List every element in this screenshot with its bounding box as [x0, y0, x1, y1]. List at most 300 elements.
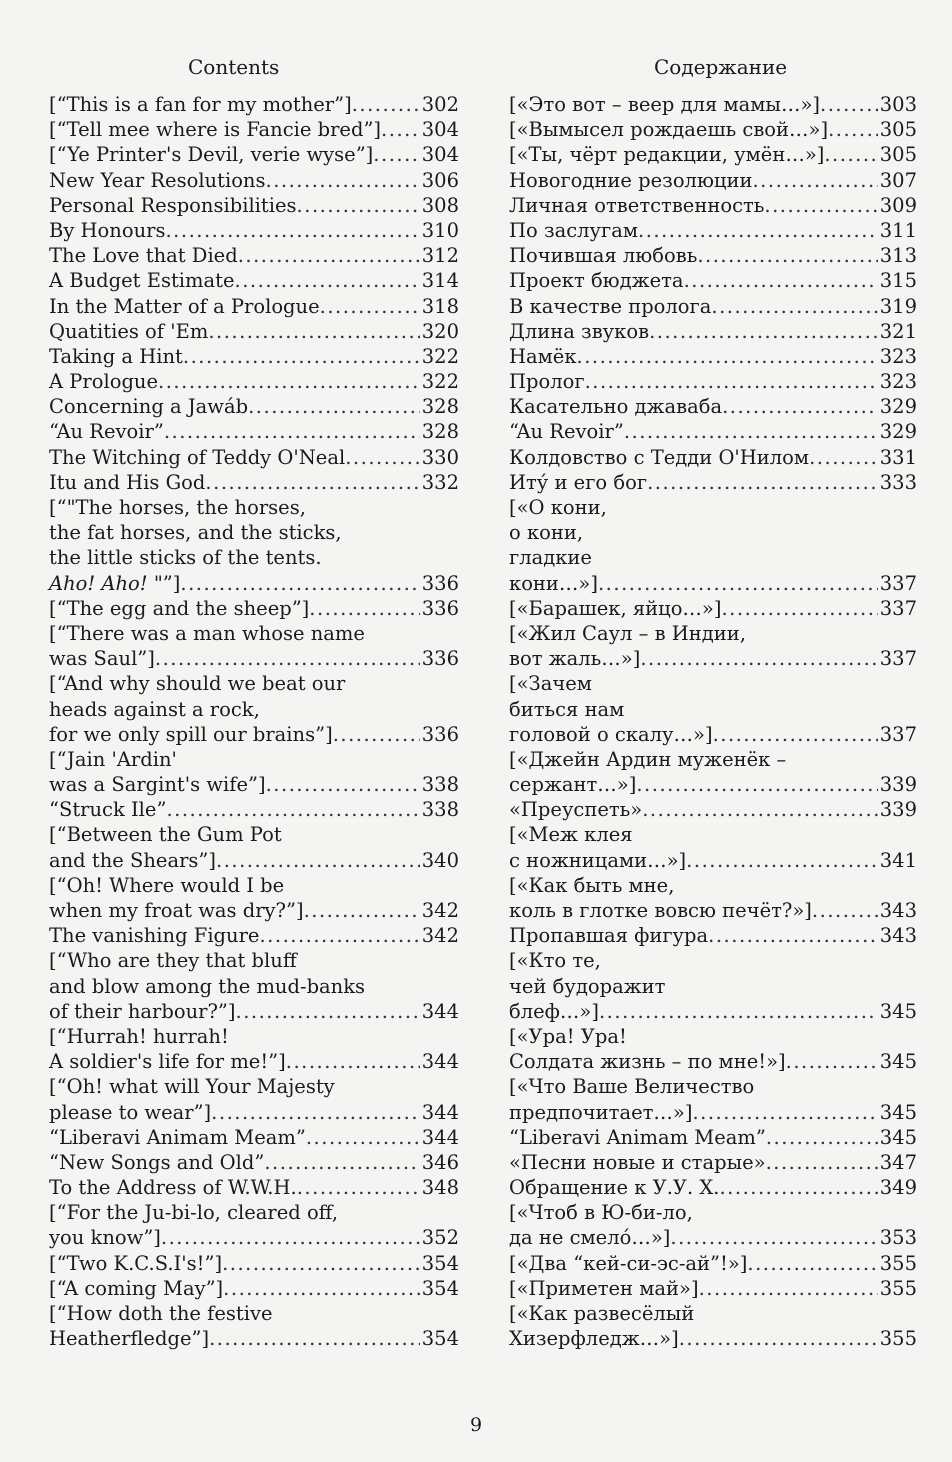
dot-leader: [820, 92, 878, 117]
toc-entry-line: [49, 621, 459, 646]
toc-entry: [49, 923, 459, 948]
toc-entry-line: [49, 1125, 459, 1150]
toc-entry-line: [49, 873, 459, 898]
toc-entry-line: [509, 1200, 917, 1225]
entry-title: please to wear”]: [49, 1100, 212, 1124]
dot-leader: [211, 1100, 420, 1125]
toc-entry: [509, 495, 917, 596]
page-number: 9: [469, 1414, 483, 1436]
entry-page-number: 346: [421, 1150, 459, 1174]
toc-entry-line: [509, 243, 917, 268]
entry-title: Aho! Aho! "”]: [49, 571, 181, 595]
entry-title: “Au Revoir”: [49, 420, 164, 444]
toc-entry: [49, 1276, 459, 1301]
toc-entry: [509, 671, 917, 747]
toc-entry: [49, 1251, 459, 1276]
toc-entry: [509, 218, 917, 243]
toc-entry: [49, 394, 459, 419]
dot-leader: [183, 344, 420, 369]
dot-leader: [598, 571, 878, 596]
entry-title: was Saul”]: [49, 647, 155, 671]
entry-page-number: 302: [421, 93, 459, 116]
entry-title: Солдата жизнь – по мне!»]: [509, 1050, 786, 1074]
toc-entry-line: [49, 193, 459, 218]
entry-title: “Struck Ile”: [49, 798, 167, 822]
toc-entry-line: [49, 596, 459, 621]
toc-entry-line: [49, 722, 459, 747]
dot-leader: [180, 571, 419, 596]
toc-entry: [509, 319, 917, 344]
entry-title: Пропавшая фигура: [509, 924, 709, 948]
toc-column-english: [49, 92, 459, 1351]
entry-title: was a Sargint's wife”]: [49, 773, 266, 797]
toc-entry-line: [49, 948, 459, 973]
entry-title: Itu and His God: [49, 470, 206, 494]
toc-entry-line: [509, 520, 917, 545]
dot-leader: [647, 470, 878, 495]
dot-leader: [259, 923, 419, 948]
toc-entry-line: [49, 747, 459, 772]
dot-leader: [222, 1251, 420, 1276]
entry-page-number: 306: [421, 168, 459, 192]
toc-entry: [49, 1125, 459, 1150]
toc-entry: [49, 822, 459, 872]
entry-title: Касательно джаваба: [509, 395, 723, 419]
toc-entry-line: [49, 495, 459, 520]
toc-entry: [49, 369, 459, 394]
toc-entry: [49, 218, 459, 243]
entry-title: [«Ура! Ура!: [509, 1024, 627, 1048]
toc-entry-line: [509, 369, 917, 394]
dot-leader: [719, 1175, 877, 1200]
entry-page-number: 345: [879, 1125, 917, 1149]
entry-title: Quatities of 'Em: [49, 319, 209, 343]
entry-page-number: 329: [879, 395, 917, 419]
entry-page-number: 315: [879, 269, 917, 293]
toc-entry-line: [509, 772, 917, 797]
dot-leader: [158, 369, 420, 394]
toc-entry-line: [49, 142, 459, 167]
dot-leader: [205, 470, 419, 495]
entry-title: [«Меж клея: [509, 823, 633, 847]
toc-entry: [49, 1301, 459, 1351]
dot-leader: [721, 596, 877, 621]
toc-entry-line: [509, 747, 917, 772]
toc-entry: [49, 1024, 459, 1074]
toc-entry: [509, 1175, 917, 1200]
entry-title: Обращение к У.У. Х.: [509, 1176, 720, 1200]
entry-page-number: 355: [879, 1251, 917, 1275]
entry-title: [“Two K.C.S.I's!”]: [49, 1251, 223, 1275]
dot-leader: [599, 999, 878, 1024]
entry-page-number: 314: [421, 269, 459, 293]
toc-entry: [509, 747, 917, 797]
toc-entry: [49, 621, 459, 671]
toc-entry-line: [49, 445, 459, 470]
toc-entry-line: [49, 1175, 459, 1200]
toc-entry-line: [49, 369, 459, 394]
dot-leader: [248, 394, 420, 419]
entry-page-number: 344: [421, 1050, 459, 1074]
toc-entry: [509, 168, 917, 193]
entry-page-number: 322: [421, 370, 459, 394]
toc-entry: [49, 445, 459, 470]
entry-title: [«Кто те,: [509, 949, 601, 973]
entry-title: с ножницами…»]: [509, 848, 687, 872]
entry-page-number: 343: [879, 924, 917, 948]
entry-page-number: 345: [879, 999, 917, 1023]
entry-page-number: 337: [879, 722, 917, 746]
toc-entry: [49, 797, 459, 822]
toc-entry-line: [509, 1125, 917, 1150]
toc-entry-line: [49, 294, 459, 319]
toc-entry-line: [509, 92, 917, 117]
toc-entry-line: [509, 1276, 917, 1301]
toc-entry-line: [509, 1251, 917, 1276]
entry-page-number: 337: [879, 571, 917, 595]
entry-title: [“"The horses, the horses,: [49, 496, 306, 519]
toc-entry-line: [509, 621, 917, 646]
dot-leader: [235, 268, 420, 293]
entry-page-number: 321: [879, 319, 917, 343]
dot-leader: [161, 1225, 420, 1250]
entry-title: for we only spill our brains”]: [49, 722, 333, 746]
toc-entry-line: [49, 520, 459, 545]
entry-page-number: 311: [879, 218, 917, 242]
dot-leader: [577, 344, 878, 369]
entry-title: блеф…»]: [509, 999, 599, 1023]
entry-page-number: 345: [879, 1050, 917, 1074]
toc-entry-line: [49, 419, 459, 444]
toc-entry-line: [509, 822, 917, 847]
toc-entry: [509, 1301, 917, 1351]
entry-title: [“There was a man whose name: [49, 621, 365, 645]
toc-entry: [509, 92, 917, 117]
dot-leader: [304, 898, 420, 923]
toc-entry-line: [509, 797, 917, 822]
toc-entry: [49, 948, 459, 1024]
entry-title: [“The egg and the sheep”]: [49, 596, 310, 620]
entry-page-number: 345: [879, 1100, 917, 1124]
entry-page-number: 307: [879, 168, 917, 192]
toc-entry-line: [509, 999, 917, 1024]
toc-entry-line: [509, 394, 917, 419]
entry-page-number: 329: [879, 420, 917, 444]
entry-title: [«Как развесёлый: [509, 1302, 695, 1325]
entry-page-number: 323: [879, 370, 917, 394]
entry-title: and blow among the mud-banks: [49, 974, 366, 998]
entry-page-number: 354: [421, 1251, 459, 1275]
dot-leader: [766, 1150, 878, 1175]
entry-title: when my froat was dry?”]: [49, 899, 304, 922]
entry-page-number: 309: [879, 193, 917, 217]
toc-entry: [509, 470, 917, 495]
entry-page-number: 312: [421, 244, 459, 268]
entry-title: Намёк: [509, 344, 577, 368]
entry-title: [«О кони,: [509, 496, 607, 519]
toc-entry-line: [49, 822, 459, 847]
entry-page-number: 331: [879, 445, 917, 469]
toc-entry: [509, 294, 917, 319]
toc-entry-line: [509, 948, 917, 973]
dot-leader: [638, 218, 878, 243]
entry-page-number: 341: [879, 848, 917, 872]
dot-leader: [809, 445, 878, 470]
toc-entry-line: [509, 1100, 917, 1125]
entry-title: Длина звуков: [509, 319, 650, 343]
dot-leader: [636, 772, 877, 797]
entry-title: [«Ты, чёрт редакции, умён…»]: [509, 143, 825, 167]
dot-leader: [697, 243, 877, 268]
entry-title: кони…»]: [509, 571, 598, 595]
toc-entry: [509, 621, 917, 671]
dot-leader: [286, 1049, 420, 1074]
toc-entry: [509, 923, 917, 948]
toc-entry-line: [509, 697, 917, 722]
toc-entry: [509, 1074, 917, 1124]
toc-entry: [49, 1150, 459, 1175]
toc-entry: [49, 193, 459, 218]
toc-entry-line: [509, 193, 917, 218]
entry-page-number: 347: [879, 1150, 917, 1174]
entry-title: “Au Revoir”: [509, 420, 624, 444]
toc-entry-line: [49, 671, 459, 696]
toc-entry-line: [49, 1276, 459, 1301]
toc-entry-line: [49, 1200, 459, 1225]
entry-title: Хизерфледж…»]: [509, 1327, 679, 1351]
entry-page-number: 354: [421, 1276, 459, 1300]
dot-leader: [713, 722, 878, 747]
toc-entry-line: [509, 596, 917, 621]
toc-entry: [509, 822, 917, 872]
entry-title: Taking a Hint: [49, 344, 183, 368]
toc-entry: [509, 369, 917, 394]
dot-leader: [223, 1276, 420, 1301]
toc-entry: [509, 268, 917, 293]
entry-page-number: 336: [421, 596, 459, 620]
entry-page-number: 336: [421, 571, 459, 595]
entry-title: сержант…»]: [509, 773, 637, 797]
toc-entry: [49, 1074, 459, 1124]
entry-title: the fat horses, and the sticks,: [49, 521, 342, 545]
entry-title: [«Вымысел рождаешь свой…»]: [509, 118, 829, 142]
toc-entry-line: [49, 1049, 459, 1074]
entry-title: [“Oh! Where would I be: [49, 873, 285, 897]
entry-page-number: 344: [421, 999, 459, 1023]
toc-entry-line: [49, 344, 459, 369]
entry-title: [“Ye Printer's Devil, verie wyse”]: [49, 143, 374, 167]
toc-entry: [509, 1276, 917, 1301]
entry-title: “New Songs and Old”: [49, 1150, 265, 1174]
entry-title: [“For the Ju-bi-lo, cleared off,: [49, 1201, 339, 1225]
dot-leader: [309, 596, 419, 621]
toc-entry: [49, 168, 459, 193]
dot-leader: [764, 193, 877, 218]
entry-page-number: 348: [421, 1176, 459, 1200]
entry-page-number: 310: [421, 218, 459, 242]
entry-page-number: 349: [879, 1176, 917, 1200]
entry-page-number: 342: [421, 924, 459, 948]
toc-entry: [49, 243, 459, 268]
toc-entry: [49, 117, 459, 142]
entry-title: Heatherfledge”]: [49, 1327, 210, 1351]
dot-leader: [766, 1125, 878, 1150]
toc-entry-line: [49, 697, 459, 722]
entry-title: коль в глотке вовсю печёт?»]: [509, 899, 812, 922]
dot-leader: [824, 142, 877, 167]
entry-page-number: 320: [421, 319, 459, 343]
toc-entry-line: [49, 117, 459, 142]
entry-title: [«Джейн Ардин муженёк –: [509, 747, 787, 771]
entry-title: [“Hurrah! hurrah!: [49, 1024, 229, 1048]
entry-page-number: 305: [879, 143, 917, 167]
entry-title: [«Что Ваше Величество: [509, 1075, 755, 1099]
toc-entry-line: [509, 117, 917, 142]
toc-entry: [509, 344, 917, 369]
dot-leader: [306, 1125, 420, 1150]
entry-title: [«Приметен май»]: [509, 1276, 699, 1300]
toc-entry-line: [509, 142, 917, 167]
entry-title: “Liberavi Animam Meam”: [49, 1125, 306, 1149]
entry-page-number: 355: [879, 1327, 917, 1351]
toc-entry-line: [49, 92, 459, 117]
entry-page-number: 313: [879, 244, 917, 268]
toc-entry-line: [49, 848, 459, 873]
entry-page-number: 355: [879, 1276, 917, 1300]
toc-entry: [509, 873, 917, 923]
toc-entry-line: [509, 671, 917, 696]
dot-leader: [155, 646, 420, 671]
entry-title: [“This is a fan for my mother”]: [49, 93, 352, 116]
toc-entry-line: [49, 646, 459, 671]
entry-title: “Liberavi Animam Meam”: [509, 1125, 766, 1149]
entry-title: [«Жил Саул – в Индии,: [509, 621, 746, 645]
toc-entry-line: [509, 646, 917, 671]
entry-title: «Преуспеть»: [509, 798, 643, 822]
entry-title: Проект бюджета: [509, 269, 684, 293]
dot-leader: [297, 1175, 420, 1200]
toc-column-russian: [509, 92, 917, 1351]
dot-leader: [722, 394, 878, 419]
entry-title: [«Как быть мне,: [509, 873, 675, 897]
dot-leader: [236, 999, 420, 1024]
dot-leader: [692, 1100, 877, 1125]
toc-entry-line: [49, 218, 459, 243]
entry-page-number: 319: [879, 294, 917, 318]
entry-title: A Budget Estimate: [49, 269, 235, 293]
toc-entry-line: [509, 1175, 917, 1200]
entry-title: Личная ответственность: [509, 193, 765, 217]
entry-title: A soldier's life for me!”]: [49, 1050, 286, 1074]
toc-entry-line: [509, 1225, 917, 1250]
toc-entry: [509, 948, 917, 1024]
toc-entry: [509, 142, 917, 167]
entry-title: [«Это вот – веер для мамы…»]: [509, 93, 820, 116]
entry-title: [“And why should we beat our: [49, 672, 346, 696]
dot-leader: [786, 1049, 878, 1074]
toc-entry-line: [509, 294, 917, 319]
toc-entry-line: [509, 319, 917, 344]
toc-entry-line: [509, 495, 917, 520]
dot-leader: [684, 268, 878, 293]
toc-entry: [509, 243, 917, 268]
entry-page-number: 344: [421, 1100, 459, 1124]
dot-leader: [209, 1326, 420, 1351]
toc-entry: [509, 797, 917, 822]
entry-page-number: 328: [421, 395, 459, 419]
entry-title: [«Зачем: [509, 672, 592, 696]
entry-title: The Witching of Teddy O'Neal: [49, 445, 346, 469]
entry-page-number: 330: [421, 445, 459, 469]
toc-entry-line: [509, 1049, 917, 1074]
toc-entry: [49, 470, 459, 495]
entry-page-number: 328: [421, 420, 459, 444]
toc-entry: [509, 1150, 917, 1175]
dot-leader: [708, 923, 878, 948]
entry-title: [«Барашек, яйцо…»]: [509, 596, 722, 620]
toc-entry: [49, 344, 459, 369]
entry-page-number: 338: [421, 798, 459, 822]
toc-entry: [509, 1251, 917, 1276]
toc-entry: [49, 1200, 459, 1250]
entry-title: The vanishing Figure: [49, 924, 260, 948]
toc-entry-line: [509, 898, 917, 923]
toc-entry-line: [49, 319, 459, 344]
toc-entry-line: [509, 344, 917, 369]
entry-title: heads against a rock,: [49, 697, 260, 721]
dot-leader: [297, 193, 420, 218]
dot-leader: [208, 319, 419, 344]
entry-title: the little sticks of the tents.: [49, 546, 322, 570]
entry-page-number: 344: [421, 1125, 459, 1149]
entry-page-number: 353: [879, 1226, 917, 1250]
entry-page-number: 342: [421, 899, 459, 922]
entry-title: A Prologue: [49, 370, 159, 394]
toc-entry-line: [49, 470, 459, 495]
entry-title: вот жаль…»]: [509, 647, 641, 671]
toc-entry-line: [49, 797, 459, 822]
dot-leader: [640, 646, 877, 671]
dot-leader: [642, 797, 878, 822]
dot-leader: [670, 1225, 877, 1250]
entry-title: [“Who are they that bluff: [49, 949, 297, 973]
entry-title: [“Oh! what will Your Majesty: [49, 1075, 335, 1099]
toc-entry-line: [509, 1024, 917, 1049]
entry-title: and the Shears”]: [49, 848, 216, 872]
toc-entry-line: [49, 1024, 459, 1049]
dot-leader: [345, 445, 420, 470]
dot-leader: [373, 142, 419, 167]
dot-leader: [320, 294, 420, 319]
toc-entry: [509, 419, 917, 444]
entry-title: гладкие: [509, 546, 592, 570]
toc-entry: [509, 1125, 917, 1150]
entry-title: [“Between the Gum Pot: [49, 823, 282, 847]
entry-page-number: 352: [421, 1226, 459, 1250]
entry-title: New Year Resolutions: [49, 168, 266, 192]
dot-leader: [266, 168, 420, 193]
toc-entry-line: [49, 243, 459, 268]
toc-entry-line: [509, 1150, 917, 1175]
entry-page-number: 305: [879, 118, 917, 142]
entry-title: Personal Responsibilities: [49, 193, 297, 217]
entry-title: [“How doth the festive: [49, 1302, 273, 1325]
toc-entry-line: [509, 722, 917, 747]
contents-heading: Contents: [188, 55, 280, 79]
entry-title: Concerning a Jawáb: [49, 395, 249, 419]
entry-title: [“A coming May”]: [49, 1276, 224, 1300]
toc-entry: [49, 747, 459, 797]
